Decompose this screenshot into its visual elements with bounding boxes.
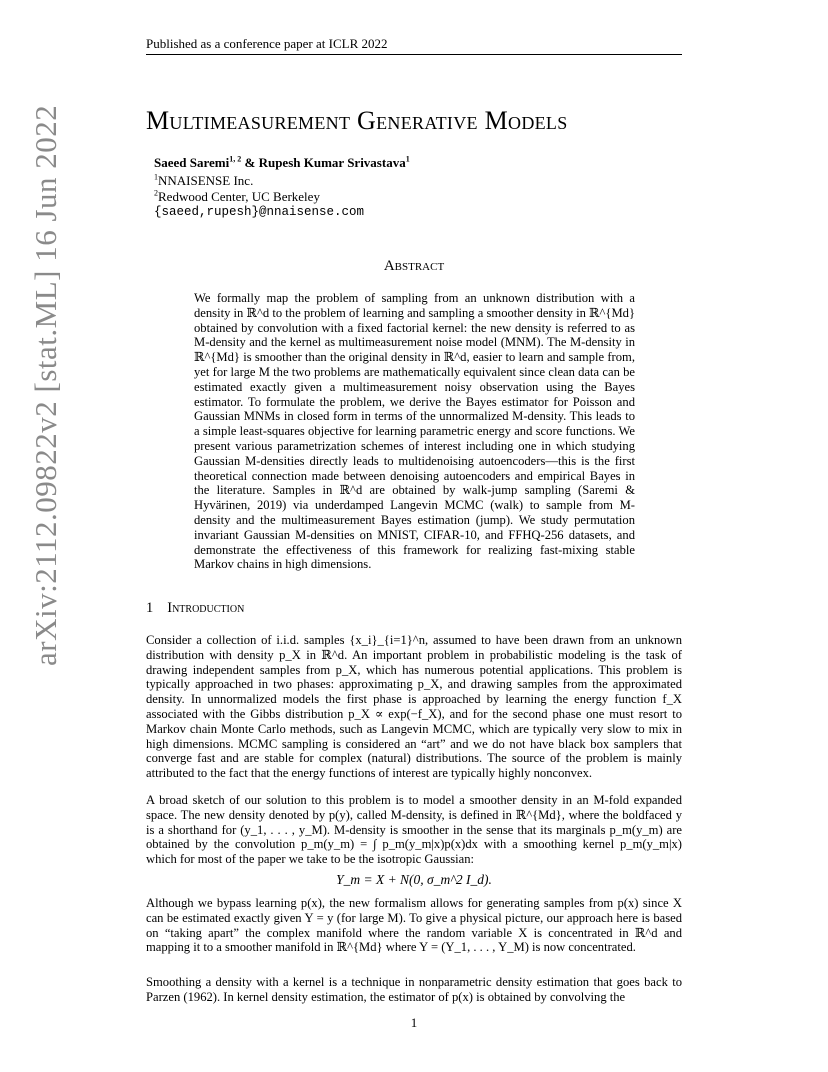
- affiliation-2-mark: 2: [154, 188, 158, 198]
- abstract-heading: Abstract: [383, 258, 445, 274]
- author-2-marks: 1: [405, 154, 410, 164]
- header-rule: [146, 54, 682, 55]
- affiliation-1-mark: 1: [154, 172, 158, 182]
- intro-paragraph-4: Smoothing a density with a kernel is a technique in nonparametric density estimation that goes back to Parzen (1962). In kernel density estimation, the estimator of p(x) is obtained by convolving the: [146, 975, 682, 1004]
- author-connector: &: [241, 155, 259, 170]
- section-title: Introduction: [167, 600, 245, 616]
- author-2: Rupesh Kumar Srivastava: [258, 155, 406, 170]
- affiliation-1-name: NNAISENSE Inc.: [158, 173, 254, 188]
- section-number: 1: [146, 600, 154, 616]
- section-heading: [146, 600, 244, 617]
- arxiv-stamp: arXiv:2112.09822v2 [stat.ML] 16 Jun 2022: [28, 104, 63, 666]
- page-number: 1: [410, 1015, 418, 1030]
- gaussian-equation: Y_m = X + N(0, σ_m^2 I_d).: [336, 872, 492, 887]
- intro-paragraph-1: Consider a collection of i.i.d. samples {x_i}_{i=1}^n, assumed to have been drawn from an unknown distribution with density p_X in ℝ^d. An important problem in probabilistic modeling is the task of drawing independent samples from p_X, which has numerous potential applications. This problem is typically approached in two phases: approximating p_X, and drawing samples from the approximated density. In unnormalized models the first phase is approached by learning the energy function f_X associated with the Gibbs distribution p_X ∝ exp(−f_X), and for the second phase one must resort to Markov chain Monte Carlo methods, such as Langevin MCMC, which are typically very slow to mix in high dimensions. MCMC sampling is considered an “art” and we do not have black box samplers that converge fast and are stable for complex (natural) distributions. The source of the problem is mainly attributed to the fact that the energy functions of interest are typically highly nonconvex.: [146, 633, 682, 781]
- author-line: [154, 155, 410, 171]
- abstract-text: We formally map the problem of sampling from an unknown distribution with a density in ℝ^d to the problem of learning and sampling a smoother density in ℝ^{Md} obtained by convolution with a fixed factorial kernel: the new density is referred to as M-density and the kernel as multimeasurement noise model (MNM). The M-density in ℝ^{Md} is smoother than the original density in ℝ^d, easier to learn and sample from, yet for large M the two problems are mathematically equivalent since clean data can be estimated exactly given a multimeasurement noisy observation using the Bayes estimator. To formulate the problem, we derive the Bayes estimator for Poisson and Gaussian MNMs in closed form in terms of the unnormalized M-density. This leads to a simple least-squares objective for learning parametric energy and score functions. We present various parametrization schemes of interest including one in which studying Gaussian M-densities directly leads to multidenoising autoencoders—this is the first theoretical connection made between denoising autoencoders and empirical Bayes in the literature. Samples in ℝ^d are obtained by walk-jump sampling (Saremi & Hyvärinen, 2019) via underdamped Langevin MCMC (walk) to sample from M-density and the multimeasurement Bayes estimation (jump). We study permutation invariant Gaussian M-densities on MNIST, CIFAR-10, and FFHQ-256 datasets, and demonstrate the effectiveness of this framework for realizing fast-mixing stable Markov chains in high dimensions.: [194, 291, 635, 572]
- author-1: Saeed Saremi: [154, 155, 230, 170]
- affiliation-1: [154, 173, 253, 189]
- author-1-marks: 1, 2: [229, 154, 242, 164]
- intro-paragraph-3: Although we bypass learning p(x), the new formalism allows for generating samples from p(x) since X can be estimated exactly given Y = y (for large M). To give a physical picture, our approach here is based on “taking apart” the complex manifold where the random variable X is concentrated in ℝ^d and mapping it to a smoother manifold in ℝ^{Md} where Y = (Y_1, . . . , Y_M) is now concentrated.: [146, 896, 682, 955]
- intro-paragraph-2: A broad sketch of our solution to this problem is to model a smoother density in an M-fold expanded space. The new density denoted by p(y), called M-density, is defined in ℝ^{Md}, where the boldfaced y is a shorthand for (y_1, . . . , y_M). M-density is smoother in the sense that its marginals p_m(y_m) are obtained by the convolution p_m(y_m) = ∫ p_m(y_m|x)p(x)dx with a smoothing kernel p_m(y_m|x) which for most of the paper we take to be the isotropic Gaussian:: [146, 793, 682, 867]
- affiliation-2-name: Redwood Center, UC Berkeley: [158, 189, 320, 204]
- affiliation-2: [154, 189, 320, 205]
- author-email[interactable]: {saeed,rupesh}@nnaisense.com: [154, 205, 365, 219]
- paper-title: Multimeasurement Generative Models: [146, 106, 568, 135]
- running-header: Published as a conference paper at ICLR 2022: [146, 36, 388, 51]
